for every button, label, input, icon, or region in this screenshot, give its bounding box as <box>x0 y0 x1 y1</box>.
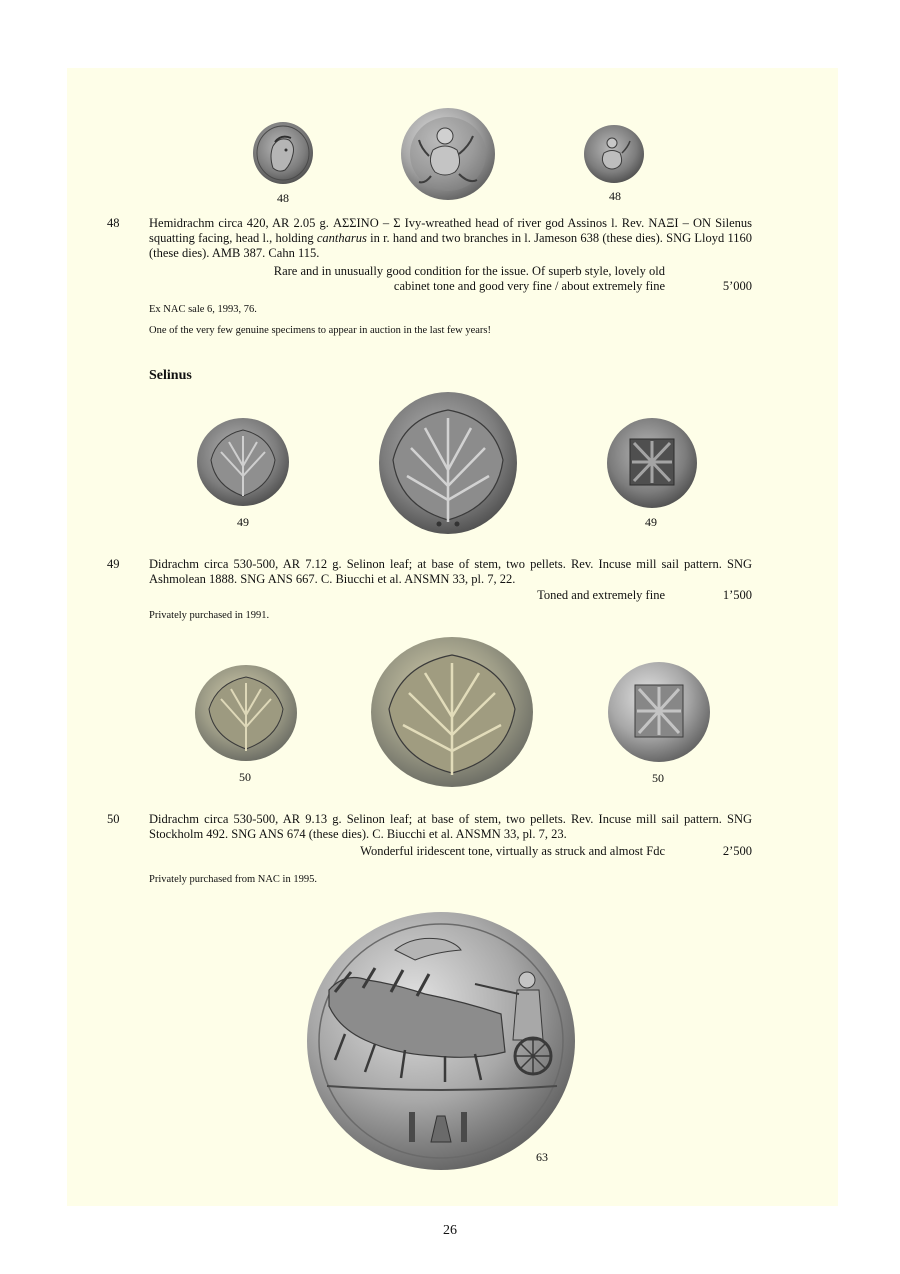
lot48-coin-label-left: 48 <box>277 191 289 205</box>
lot48-coin-label-right: 48 <box>609 189 621 203</box>
selinon-leaf-coin-image <box>193 663 299 763</box>
lot49-coin-label-left: 49 <box>237 515 249 529</box>
silenus-coin-image-small <box>582 123 646 185</box>
incuse-square-coin-image <box>607 661 711 763</box>
lot49-description: Didrachm circa 530-500, AR 7.12 g. Selinon leaf; at base of stem, two pellets. Rev. Incuse mill sail pattern. SNG Ashmolean 1888. SNG ANS 667. C. Biucchi et al. ANSMN 33, pl. 7, 22. <box>149 557 752 586</box>
lot50-obverse-coin-large <box>369 635 535 789</box>
section-heading: Selinus <box>149 368 192 383</box>
lot50-coin-label-left: 50 <box>239 770 251 784</box>
page-number: 26 <box>443 1223 457 1238</box>
lot48-estimate: 5’000 <box>722 279 752 293</box>
lot50-number: 50 <box>107 812 120 826</box>
silenus-coin-image <box>399 106 497 202</box>
lot49-obverse-coin-large <box>377 390 519 536</box>
lot49-coin-label-right: 49 <box>645 515 657 529</box>
lot50-provenance-note: Privately purchased from NAC in 1995. <box>149 874 317 885</box>
lot49-estimate: 1’500 <box>722 588 752 602</box>
lot48-description: Hemidrachm circa 420, AR 2.05 g. ΑΣΣΙΝΟ – Σ Ivy-wreathed head of river god Assinos l. Rev. ΝΑΞΙ – ΟΝ Silenus squatting facing, head l., holding cantharus in r. hand and two branches in l. Jameson 638 (these dies). SNG Lloyd 1160 (these dies). AMB 387. Cahn 115. <box>149 216 752 260</box>
lot50-estimate: 2’500 <box>722 844 752 858</box>
lot49-number: 49 <box>107 557 120 571</box>
lot50-obverse-coin-small <box>193 663 299 763</box>
selinon-leaf-coin-image-large <box>377 390 519 536</box>
head-coin-image <box>251 120 315 186</box>
lot49-condition: Toned and extremely fine <box>537 588 665 602</box>
lot50-condition: Wonderful iridescent tone, virtually as struck and almost Fdc <box>360 844 665 858</box>
lot50-coin-label-right: 50 <box>652 771 664 785</box>
lot48-obverse-coin <box>251 120 315 186</box>
selinon-leaf-coin-image <box>195 416 291 508</box>
lot48-reverse-coin <box>399 106 497 202</box>
lot48-provenance-note: Ex NAC sale 6, 1993, 76. <box>149 304 257 315</box>
enlarged-coin <box>305 910 577 1172</box>
lot48-italic-term: cantharus <box>316 231 367 245</box>
lot50-reverse-coin <box>607 661 711 763</box>
lot50-description: Didrachm circa 530-500, AR 9.13 g. Selinon leaf; at base of stem, two pellets. Rev. Incuse mill sail pattern. SNG Stockholm 492. SNG ANS 674 (these dies). C. Biucchi et al. ANSMN 33, pl. 7, 23. <box>149 812 752 841</box>
selinon-leaf-coin-image-large <box>369 635 535 789</box>
lot48-condition-line1: Rare and in unusually good condition for the issue. Of superb style, lovely old <box>273 264 665 278</box>
lot49-provenance-note: Privately purchased in 1991. <box>149 610 270 621</box>
lot49-reverse-coin <box>606 417 698 509</box>
enlarged-coin-label: 63 <box>536 1150 548 1164</box>
lot48-remark-note: One of the very few genuine specimens to appear in auction in the last few years! <box>149 325 491 336</box>
incuse-square-coin-image <box>606 417 698 509</box>
lot48-number: 48 <box>107 216 120 230</box>
lot48-condition-line2: cabinet tone and good very fine / about extremely fine <box>393 279 665 293</box>
quadriga-coin-image <box>305 910 577 1172</box>
lot48-reverse-coin-small <box>582 123 646 185</box>
lot49-obverse-coin-small <box>195 416 291 508</box>
catalogue-panel <box>67 68 838 1206</box>
